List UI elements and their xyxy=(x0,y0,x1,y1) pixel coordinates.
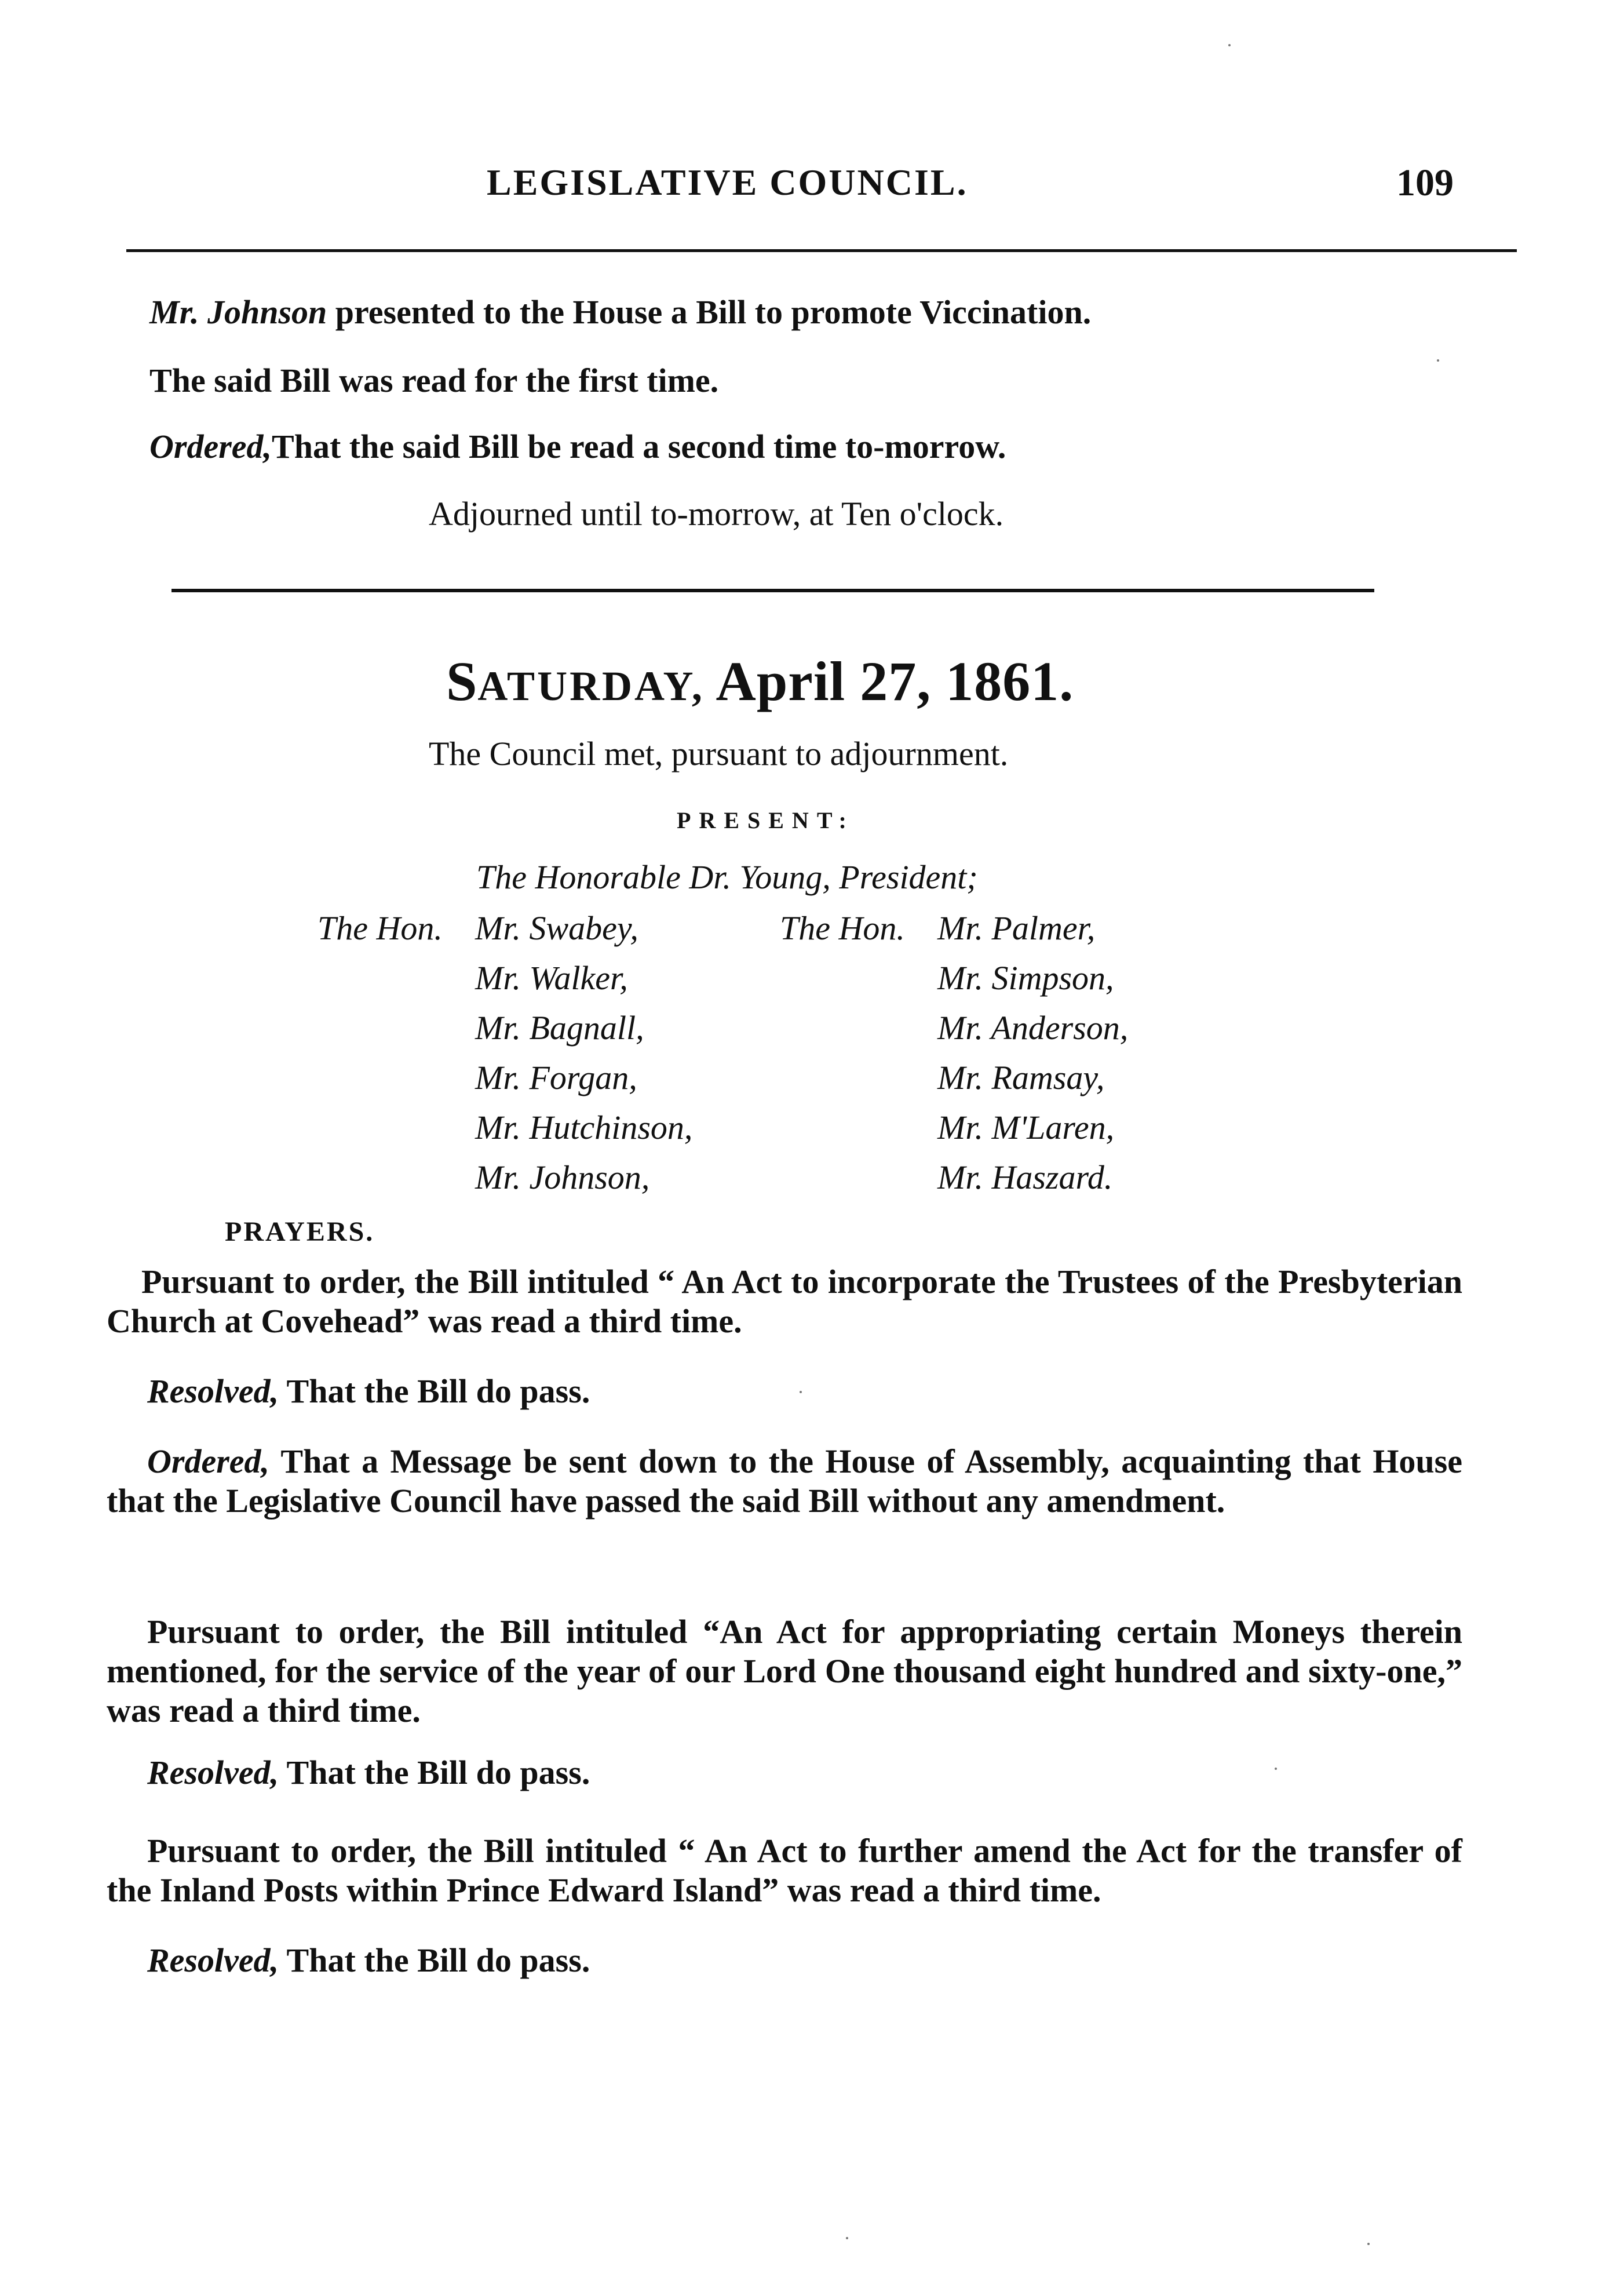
print-speck xyxy=(1275,1768,1277,1770)
print-speck xyxy=(1437,359,1439,362)
weekday-rest: ATURDAY, xyxy=(477,663,705,709)
resolved-text: That the Bill do pass. xyxy=(279,1754,590,1791)
print-speck xyxy=(846,2237,848,2239)
print-speck xyxy=(800,1391,802,1393)
present-label: PRESENT: xyxy=(677,807,855,833)
resolved-text: That the Bill do pass. xyxy=(279,1941,590,1979)
prayers-heading: PRAYERS. xyxy=(225,1216,375,1247)
resolved-line-3 xyxy=(147,1941,590,1979)
paragraph-covehead-bill: Pursuant to order, the Bill intituled “ An Act to incorporate the Trustees of the Presbyterian Church at Covehead” was read a third time. xyxy=(107,1263,1462,1340)
member-right: Mr. Ramsay, xyxy=(937,1059,1105,1096)
member-left: Mr. Walker, xyxy=(475,959,628,997)
bill-presented-text: presented to the House a Bill to promote Viccination. xyxy=(327,293,1092,331)
resolved-label: Resolved, xyxy=(147,1941,279,1979)
president-line: The Honorable Dr. Young, President; xyxy=(476,858,978,896)
member-name: Mr. Johnson xyxy=(149,293,327,331)
paragraph-message-order xyxy=(107,1442,1462,1521)
member-right: Mr. Haszard. xyxy=(937,1158,1113,1196)
running-head: LEGISLATIVE COUNCIL. xyxy=(487,162,968,203)
section-divider xyxy=(171,589,1374,592)
ordered-text: That a Message be sent down to the House of Assembly, acquainting that House that the Legislative Council have passed the said Bill without any amendment. xyxy=(107,1442,1462,1520)
member-left: Mr. Johnson, xyxy=(475,1158,650,1196)
date-text: April 27, 1861. xyxy=(716,650,1074,712)
member-left: Mr. Forgan, xyxy=(475,1059,637,1096)
resolved-line-1 xyxy=(147,1372,590,1410)
ordered-label: Ordered, xyxy=(147,1442,270,1480)
member-right: Mr. Simpson, xyxy=(937,959,1114,997)
member-right: Mr. Anderson, xyxy=(937,1009,1129,1047)
bill-presented-line xyxy=(149,293,1092,331)
member-left: Mr. Bagnall, xyxy=(475,1009,644,1047)
council-met-line: The Council met, pursuant to adjournment. xyxy=(429,735,1009,773)
member-right: Mr. M'Laren, xyxy=(937,1109,1115,1146)
member-left: Mr. Hutchinson, xyxy=(475,1109,693,1146)
print-speck xyxy=(1367,2243,1370,2245)
weekday-initial: S xyxy=(446,650,478,712)
member-right: Mr. Palmer, xyxy=(937,909,1096,947)
second-reading-order-text: That the said Bill be read a second time to-morrow. xyxy=(272,428,1006,465)
resolved-label: Resolved, xyxy=(147,1372,279,1410)
resolved-text: That the Bill do pass. xyxy=(279,1372,590,1410)
paragraph-appropriation-bill: Pursuant to order, the Bill intituled “An Act for appropriating certain Moneys therein mentioned, for the service of the year of our Lord One thousand eight hundred and sixty-one,” was read a third time. xyxy=(107,1613,1462,1729)
paragraph-inland-posts-bill: Pursuant to order, the Bill intituled “ An Act to further amend the Act for the transfer of the Inland Posts within Prince Edward Island” was read a third time. xyxy=(107,1832,1462,1909)
ordered-label: Ordered, xyxy=(149,428,272,465)
resolved-label: Resolved, xyxy=(147,1754,279,1791)
hon-prefix-left: The Hon. xyxy=(317,909,443,947)
adjourned-line: Adjourned until to-morrow, at Ten o'clock. xyxy=(429,495,1004,533)
page-number: 109 xyxy=(1396,162,1454,204)
second-reading-order-line xyxy=(149,430,1006,464)
resolved-line-2 xyxy=(147,1756,590,1790)
header-rule xyxy=(126,249,1517,252)
hon-prefix-right: The Hon. xyxy=(780,909,905,947)
first-reading-line: The said Bill was read for the first time. xyxy=(149,362,719,399)
date-heading xyxy=(446,649,1074,713)
print-speck xyxy=(1228,44,1231,46)
member-left: Mr. Swabey, xyxy=(475,909,638,947)
